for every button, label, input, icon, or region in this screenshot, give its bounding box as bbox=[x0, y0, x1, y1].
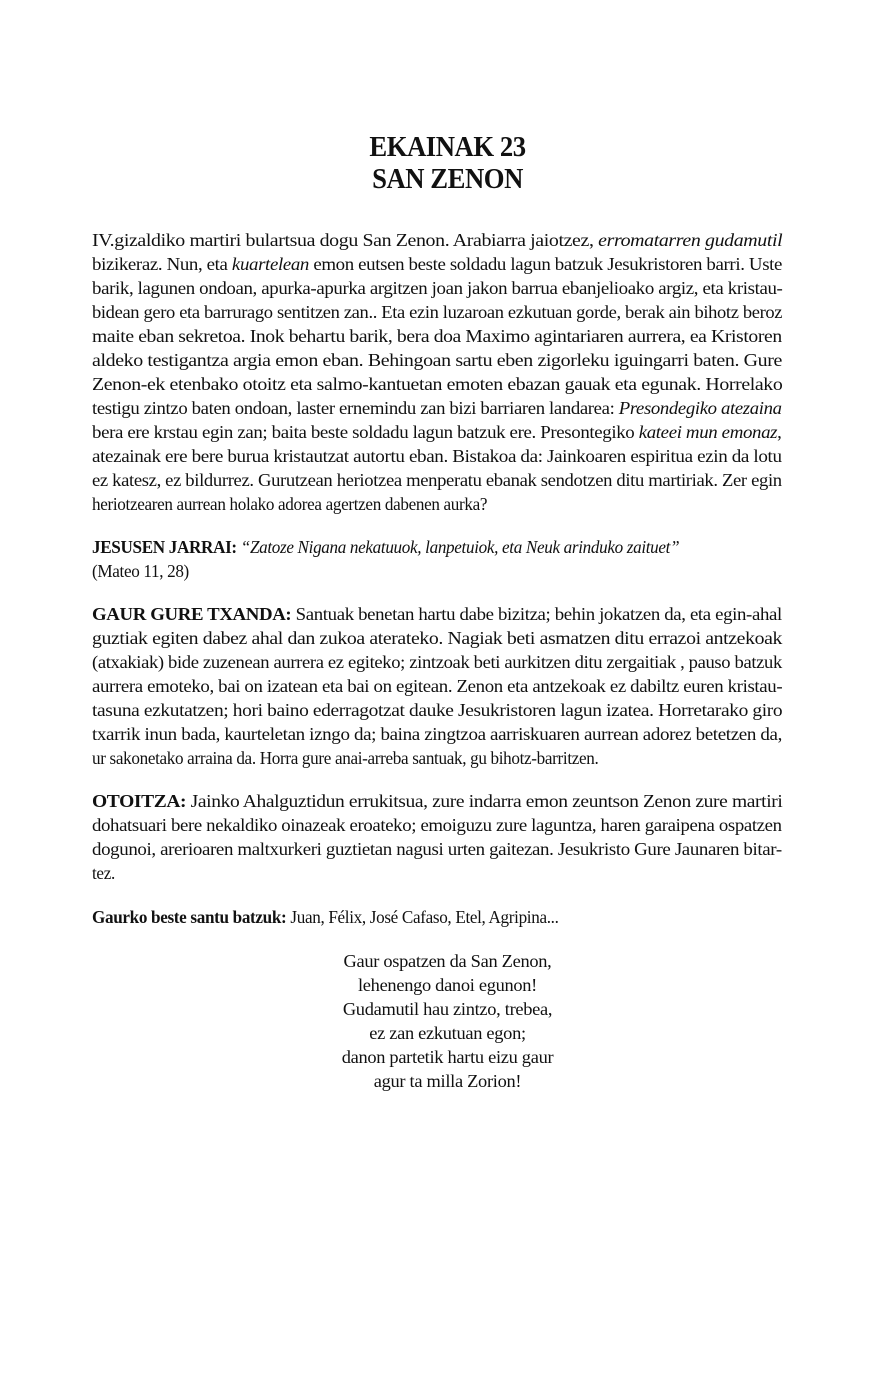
text-line: txarrik inun bada, kaurteletan izngo da; baina zingtzoa aarriskuaren aurrean adorez betetzen da, bbox=[92, 724, 782, 744]
text-line: barik, lagunen ondoan, apurka-apurka argitzen joan jakon barrua ebanjelioako argiz, eta kristau- bbox=[92, 278, 783, 298]
text-line: OTOITZA: Jainko Ahalguztidun errukitsua, zure indarra emon zeuntson Zenon zure martiri bbox=[92, 791, 783, 811]
section-label: OTOITZA: bbox=[92, 791, 187, 811]
poem-line: Gaur ospatzen da San Zenon, bbox=[343, 951, 552, 971]
text-line: dogunoi, arerioaren maltxurkeri guztietan nagusi urten gaitezan. Jesukristo Gure Jaunaren bitar- bbox=[92, 839, 782, 859]
text-line: atezainak ere bere burua kristautzat autortu eban. Bistakoa da: Jainkoaren espiritua ezin da lotu bbox=[92, 446, 782, 466]
gospel-quote: “Zatoze Nigana nekatuuok, lanpetuiok, eta Neuk arinduko zaituet” bbox=[240, 537, 680, 557]
other-saints bbox=[92, 905, 559, 929]
text-line: tasuna ezkutatzen; hori baino ederragotzat dauke Jesukristoren lagun izatea. Horretarako giro bbox=[92, 700, 783, 720]
text-line: aldeko testigantza argia emon eban. Behingoan sartu eben zigorleku iguingarri baten. Gure bbox=[92, 350, 782, 370]
text-line: Zenon-ek etenbako otoitz eta salmo-kantuetan emoten ebazan gauak eta egunak. Horrelako bbox=[92, 374, 783, 394]
text-line: maite eban sekretoa. Inok behartu barik, bera doa Maximo agintariaren aurrera, ea Kristoren bbox=[92, 326, 782, 346]
text-line: heriotzearen aurrean holako adorea agertzen dabenen aurka? bbox=[92, 494, 488, 514]
text-line: ez katesz, ez bildurrez. Gurutzean heriotzea menperatu ebanak sendotzen ditu martiriak. Zer egin bbox=[92, 470, 782, 490]
poem-line: agur ta milla Zorion! bbox=[373, 1071, 522, 1091]
section-label: Gaurko beste santu batzuk: bbox=[92, 907, 287, 927]
section-label: GAUR GURE TXANDA: bbox=[92, 604, 292, 624]
text-line: bidean gero eta barrurago sentitzen zan.. Eta ezin luzaroan ezkutuan gorde, berak ain bihotz beroz bbox=[92, 302, 783, 322]
page-saint-heading: SAN ZENON bbox=[372, 163, 523, 195]
text-line: testigu zintzo baten ondoan, laster ernemindu zan bizi barriaren landarea: Presondegiko atezaina bbox=[92, 398, 782, 418]
poem-line: ez zan ezkutuan egon; bbox=[369, 1023, 526, 1043]
poem-line: lehenengo danoi egunon! bbox=[358, 975, 537, 995]
poem-line: danon partetik hartu eizu gaur bbox=[341, 1047, 554, 1067]
text-line: bera ere krstau egin zan; baita beste soldadu lagun batzuk ere. Presontegiko kateei mun emonaz, bbox=[92, 422, 782, 442]
saint-names: Juan, Félix, José Cafaso, Etel, Agripina... bbox=[286, 907, 559, 927]
text-line: aurrera emoteko, bai on izatean eta bai on egitean. Zenon eta antzekoak ez dabiltz euren kristau- bbox=[92, 676, 783, 696]
gospel-reference: (Mateo 11, 28) bbox=[92, 561, 189, 581]
text-line: IV.gizaldiko martiri bulartsua dogu San Zenon. Arabiarra jaiotzez, erromatarren gudamutil bbox=[92, 230, 783, 250]
page-date-heading: EKAINAK 23 bbox=[369, 131, 526, 163]
poem-line: Gudamutil hau zintzo, trebea, bbox=[342, 999, 553, 1019]
text-line bbox=[92, 535, 679, 559]
text-line: GAUR GURE TXANDA: Santuak benetan hartu dabe bizitza; behin jokatzen da, eta egin-ahal bbox=[92, 604, 782, 624]
text-line: (atxakiak) bide zuzenean aurrera ez egiteko; zintzoak beti aurkitzen ditu zergaitiak , pauso batzuk bbox=[92, 652, 782, 672]
text-line: dohatsuari bere nekaldiko oinazeak eroateko; emoiguzu zure laguntza, haren garaipena ospatzen bbox=[92, 815, 782, 835]
text-line: ur sakonetako arraina da. Horra gure anai-arreba santuak, gu bihotz-barritzen. bbox=[92, 748, 599, 768]
text-line: guztiak egiten dabez ahal dan zukoa aterateko. Nagiak beti asmatzen ditu errazoi antzekoak bbox=[92, 628, 782, 648]
text-line: bizikeraz. Nun, eta kuartelean emon eutsen beste soldadu lagun batzuk Jesukristoren barri. Uste bbox=[92, 254, 783, 274]
section-label: JESUSEN JARRAI: bbox=[92, 537, 237, 557]
text-line: tez. bbox=[92, 863, 115, 883]
